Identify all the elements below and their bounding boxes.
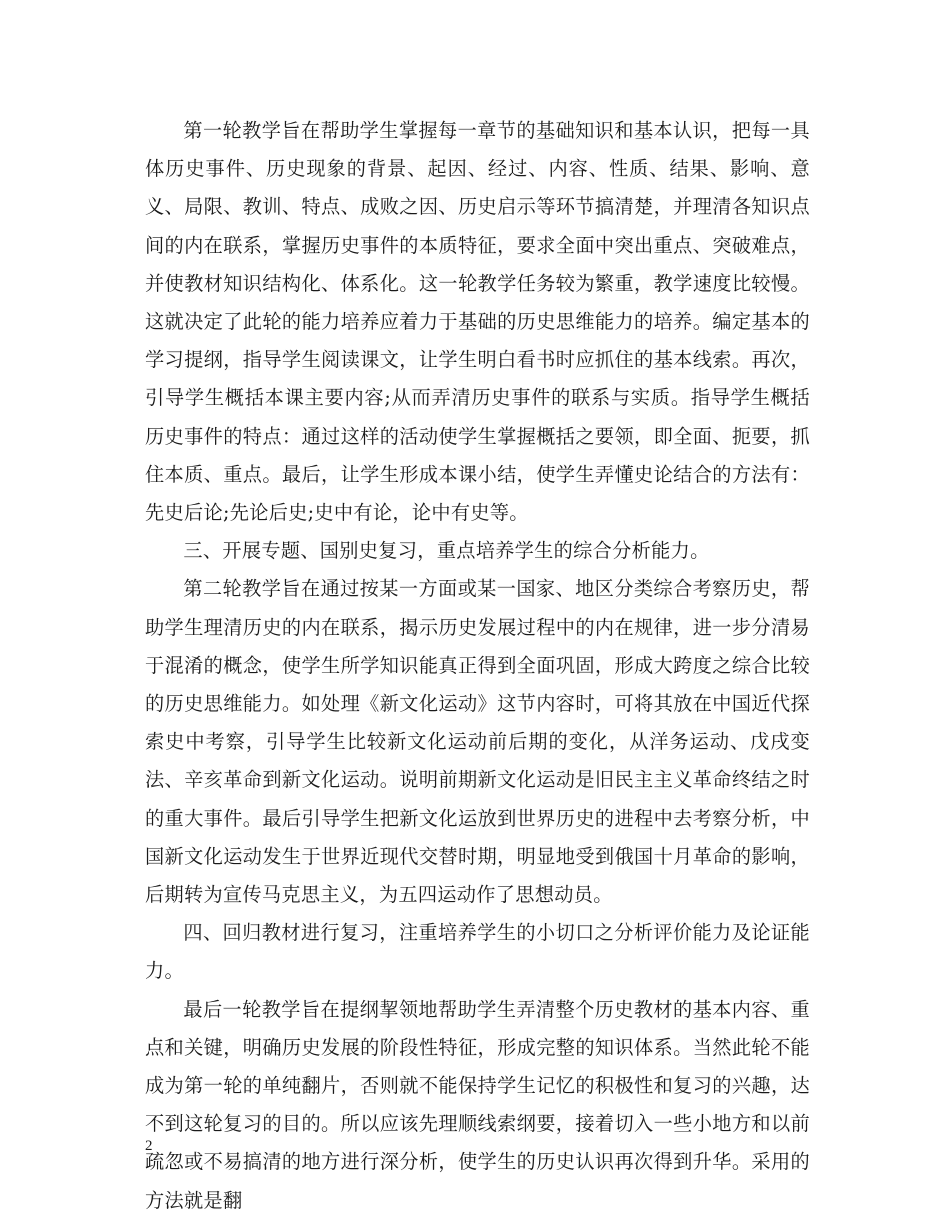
paragraph-first-round: 第一轮教学旨在帮助学生掌握每一章节的基础知识和基本认识，把每一具体历史事件、历史现象的背景、起因、经过、内容、性质、结果、影响、意义、局限、教训、特点、成败之因、历史启示等环节搞清楚，并理清各知识点间的内在联系，掌握历史事件的本质特征，要求全面中突出重点、突破难点，并使教材知识结构化、体系化。这一轮教学任务较为繁重，教学速度比较慢。这就决定了此轮的能力培养应着力于基础的历史思维能力的培养。编定基本的学习提纲，指导学生阅读课文，让学生明白看书时应抓住的基本线索。再次，引导学生概括本课主要内容;从而弄清历史事件的联系与实质。指导学生概括历史事件的特点：通过这样的活动使学生掌握概括之要领，即全面、扼要，抓住本质、重点。最后，让学生形成本课小结，使学生弄懂史论结合的方法有：先史后论;先论后史;史中有论，论中有史等。 — [145, 119, 810, 525]
document-body — [145, 112, 810, 1220]
heading-section-three: 三、开展专题、国别史复习，重点培养学生的综合分析能力。 — [183, 539, 710, 563]
paragraph-final-round: 最后一轮教学旨在提纲挈领地帮助学生弄清整个历史教材的基本内容、重点和关键，明确历史发展的阶段性特征，形成完整的知识体系。当然此轮不能成为第一轮的单纯翻片，否则就不能保持学生记忆的积极性和复习的兴趣，达不到这轮复习的目的。所以应该先理顺线索纲要，接着切入一些小地方和以前疏忽或不易搞清的地方进行深分析，使学生的历史认识再次得到升华。采用的方法就是翻 — [145, 997, 810, 1212]
heading-section-four: 四、回归教材进行复习，注重培养学生的小切口之分析评价能力及论证能力。 — [145, 921, 810, 983]
page-number: 2 — [145, 1138, 153, 1154]
paragraph-second-round: 第二轮教学旨在通过按某一方面或某一国家、地区分类综合考察历史，帮助学生理清历史的内在联系，揭示历史发展过程中的内在规律，进一步分清易于混淆的概念，使学生所学知识能真正得到全面巩固，形成大跨度之综合比较的历史思维能力。如处理《新文化运动》这节内容时，可将其放在中国近代探索史中考察，引导学生比较新文化运动前后期的变化，从洋务运动、戊戌变法、辛亥革命到新文化运动。说明前期新文化运动是旧民主主义革命终结之时的重大事件。最后引导学生把新文化运放到世界历史的进程中去考察分析，中国新文化运动发生于世界近现代交替时期，明显地受到俄国十月革命的影响，后期转为宣传马克思主义，为五四运动作了思想动员。 — [145, 577, 810, 907]
